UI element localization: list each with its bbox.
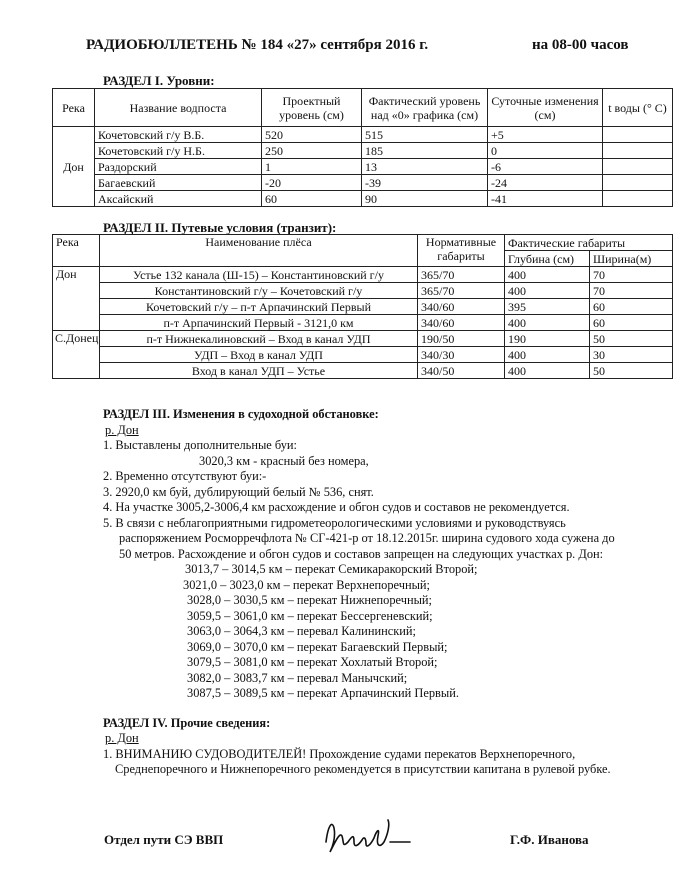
daily-cell: +5 (488, 127, 603, 143)
temp-cell (603, 143, 673, 159)
list-item: 3013,7 – 3014,5 км – перекат Семикаракорский Второй; (185, 562, 478, 576)
table-row (53, 159, 673, 175)
section3-item5-line3: 50 метров. Расхождение и обгон судов и составов запрещен на следующих участках р. Дон: (119, 546, 604, 561)
table-row (53, 143, 673, 159)
list-item: 3079,5 – 3081,0 км – перекат Хохлатый Второй; (187, 655, 438, 669)
table-row (53, 315, 673, 331)
section3-item3: 3. 2920,0 км буй, дублирующий белый № 536, снят. (103, 484, 374, 499)
levels-header-temp: t воды (° С) (603, 89, 673, 127)
daily-cell: -24 (488, 175, 603, 191)
width-cell: 70 (590, 283, 673, 299)
width-cell: 50 (590, 363, 673, 379)
reach-cell: п-т Арпачинский Первый - 3121,0 км (100, 315, 418, 331)
temp-cell (603, 175, 673, 191)
reach-cell: Константиновский г/у – Кочетовский г/у (100, 283, 418, 299)
norm-cell: 340/50 (418, 363, 505, 379)
width-cell: 50 (590, 331, 673, 347)
actual-cell: 185 (362, 143, 488, 159)
signature-icon (318, 812, 428, 858)
design-cell: -20 (262, 175, 362, 191)
list-item: 3063,0 – 3064,3 км – перевал Калининский; (187, 624, 416, 638)
table-row (53, 175, 673, 191)
transit-header-actual: Фактические габариты (505, 235, 673, 251)
section3-title: РАЗДЕЛ III. Изменения в судоходной обстановке: (103, 407, 379, 421)
design-cell: 250 (262, 143, 362, 159)
table-row (53, 347, 673, 363)
table-row (53, 191, 673, 207)
design-cell: 1 (262, 159, 362, 175)
section3-item5-line2: распоряжением Росморречфлота № СГ-421-р от 18.12.2015г. ширина судового хода сужена до (119, 531, 615, 545)
spacer (103, 702, 673, 716)
transit-header-river: Река (53, 235, 100, 267)
norm-cell: 340/30 (418, 347, 505, 363)
levels-header-row (53, 89, 673, 127)
actual-cell: 515 (362, 127, 488, 143)
norm-cell: 340/60 (418, 315, 505, 331)
daily-cell: -41 (488, 191, 603, 207)
table-row (53, 283, 673, 299)
section3-item1: 1. Выставлены дополнительные буи: (103, 438, 297, 452)
width-cell: 60 (590, 315, 673, 331)
section3-river: р. Дон (105, 422, 139, 437)
transit-header-normative: Нормативные габариты (418, 235, 505, 267)
section3-item4: 4. На участке 3005,2-3006,4 км расхождение и обгон судов и составов не рекомендуется. (103, 500, 570, 514)
table-row (53, 127, 673, 143)
norm-cell: 190/50 (418, 331, 505, 347)
actual-cell: -39 (362, 175, 488, 191)
norm-cell: 365/70 (418, 267, 505, 283)
section3-item5-line1: 5. В связи с неблагоприятными гидрометеорологическими условиями и руководствуясь (103, 515, 566, 530)
norm-cell: 340/60 (418, 299, 505, 315)
reach-cell: Устье 132 канала (Ш-15) – Константиновский г/у (100, 267, 418, 283)
section4-title: РАЗДЕЛ IV. Прочие сведения: (103, 715, 271, 730)
reach-cell: Кочетовский г/у – п-т Арпачинский Первый (100, 299, 418, 315)
reach-cell: п-т Нижнекалиновский – Вход в канал УДП (100, 331, 418, 347)
notices-body (103, 407, 673, 778)
depth-cell: 400 (505, 315, 590, 331)
depth-cell: 400 (505, 347, 590, 363)
department-label: Отдел пути СЭ ВВП (104, 832, 224, 847)
table-row (53, 331, 673, 347)
post-cell: Аксайский (95, 191, 262, 207)
transit-header-depth: Глубина (см) (505, 251, 590, 267)
transit-river-donets: С.Донец (53, 331, 100, 379)
temp-cell (603, 127, 673, 143)
list-item: 3028,0 – 3030,5 км – перекат Нижнепоречный; (187, 593, 432, 607)
transit-header-width: Ширина(м) (590, 251, 673, 267)
bulletin-title: РАДИОБЮЛЛЕТЕНЬ № 184 «27» сентября 2016 г. (86, 37, 429, 53)
section4-river: р. Дон (105, 731, 139, 745)
section3-item1-detail: 3020,3 км - красный без номера, (199, 453, 369, 468)
signatory-name: Г.Ф. Иванова (510, 832, 589, 847)
section4-item1-line2: Среднепоречного и Нижнепоречного рекомендуется в присутствии капитана в рулевой рубке. (115, 762, 611, 776)
reach-cell: УДП – Вход в канал УДП (100, 347, 418, 363)
section2-title: РАЗДЕЛ II. Путевые условия (транзит): (103, 220, 337, 235)
depth-cell: 190 (505, 331, 590, 347)
depth-cell: 400 (505, 363, 590, 379)
depth-cell: 400 (505, 267, 590, 283)
post-cell: Кочетовский г/у В.Б. (95, 127, 262, 143)
design-cell: 60 (262, 191, 362, 207)
levels-header-design: Проектный уровень (см) (262, 89, 362, 127)
daily-cell: 0 (488, 143, 603, 159)
section1-title: РАЗДЕЛ I. Уровни: (103, 73, 215, 88)
width-cell: 60 (590, 299, 673, 315)
transit-header-row (53, 235, 673, 251)
temp-cell (603, 191, 673, 207)
bulletin-time: на 08-00 часов (532, 37, 629, 53)
reach-cell: Вход в канал УДП – Устье (100, 363, 418, 379)
section4-item1-line1: 1. ВНИМАНИЮ СУДОВОДИТЕЛЕЙ! Прохождение судами перекатов Верхнепоречного, (103, 746, 576, 761)
transit-table (52, 234, 673, 379)
design-cell: 520 (262, 127, 362, 143)
levels-header-river: Река (53, 89, 95, 127)
list-item: 3021,0 – 3023,0 км – перекат Верхнепоречный; (183, 577, 430, 592)
post-cell: Раздорский (95, 159, 262, 175)
table-row (53, 299, 673, 315)
post-cell: Багаевский (95, 175, 262, 191)
width-cell: 30 (590, 347, 673, 363)
norm-cell: 365/70 (418, 283, 505, 299)
width-cell: 70 (590, 267, 673, 283)
actual-cell: 90 (362, 191, 488, 207)
actual-cell: 13 (362, 159, 488, 175)
levels-header-actual: Фактический уровень над «0» графика (см) (362, 89, 488, 127)
table-row (53, 363, 673, 379)
list-item: 3087,5 – 3089,5 км – перекат Арпачинский Первый. (187, 686, 459, 700)
depth-cell: 400 (505, 283, 590, 299)
levels-header-post: Название водпоста (95, 89, 262, 127)
levels-header-daily: Суточные изменения (см) (488, 89, 603, 127)
transit-river-don: Дон (53, 267, 100, 331)
list-item: 3059,5 – 3061,0 км – перекат Бессергеневский; (187, 608, 433, 623)
daily-cell: -6 (488, 159, 603, 175)
transit-header-reach: Наименование плёса (100, 235, 418, 267)
post-cell: Кочетовский г/у Н.Б. (95, 143, 262, 159)
table-row (53, 267, 673, 283)
levels-table (52, 88, 673, 207)
section3-item2: 2. Временно отсутствуют буи:- (103, 469, 267, 483)
list-item: 3069,0 – 3070,0 км – перекат Багаевский Первый; (187, 639, 448, 654)
depth-cell: 395 (505, 299, 590, 315)
list-item: 3082,0 – 3083,7 км – перевал Манычский; (187, 670, 408, 685)
temp-cell (603, 159, 673, 175)
levels-river-cell: Дон (53, 127, 95, 207)
